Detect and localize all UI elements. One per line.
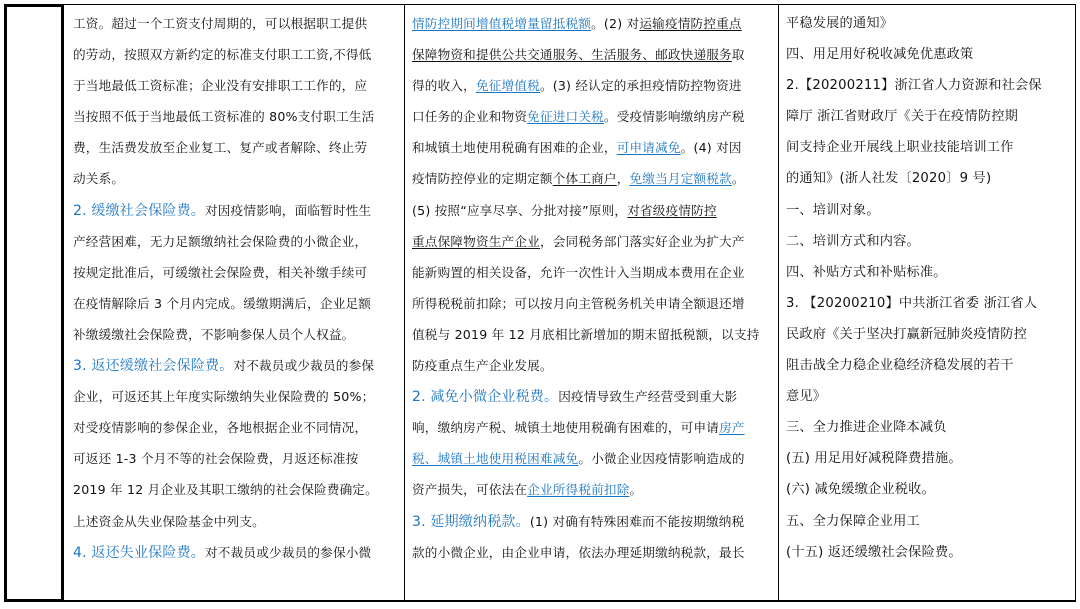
text-line [786,257,1076,288]
text-line [412,381,774,412]
underlined-text: 个体工商户 [552,171,617,187]
text-segment: 按规定批准后，可缓缴社会保险费，相关补缴手续可 [73,264,368,280]
text-segment: 得的收入， [412,78,476,94]
text-segment: 于当地最低工资标准；企业没有安排职工工作的，应 [73,78,368,94]
text-line [786,8,1076,39]
text-segment: 防疫重点生产企业发展。 [412,358,553,374]
text-segment: 因疫情导致生产经营受到重大影 [558,389,738,405]
text-segment: 障厅 浙江省财政厅《关于在疫情防控期 [786,109,1018,125]
text-segment: (1) 对确有特殊困难而不能按期缴纳税 [529,513,745,529]
text-segment: 口任务的企业和物资 [412,109,528,125]
text-line [786,39,1076,70]
highlighted-term: 免缴当月定额税款 [629,171,732,187]
text-segment: 可返还 1-3 个月不等的社会保险费，月返还标准按 [73,451,359,467]
column-divider-1 [404,4,405,601]
text-segment: 产经营困难，无力足额缴纳社会保险费的小微企业， [73,233,368,249]
text-segment: 的劳动，按照双方新约定的标准支付职工工资,不得低 [73,47,372,63]
text-line [73,195,401,226]
text-segment: 资产损失，可依法在 [412,482,528,498]
table-top-border [64,4,1076,5]
text-line [412,319,774,350]
section-heading: 2. 减免小微企业税费。 [412,389,559,406]
underlined-text: 运输疫情防控重点 [639,16,742,31]
text-line [786,537,1076,568]
text-line [412,474,774,505]
text-line [786,70,1076,101]
text-segment: 对受疫情影响的参保企业，各地根据企业不同情况， [73,420,368,436]
column-tax-policy-text [412,8,774,568]
text-segment: 。(2) 对 [591,16,640,31]
section-heading: 4. 返还失业保险费。 [73,544,206,561]
text-segment: 费，生活费发放至企业复工、复产或者解除、终止劳 [73,140,368,156]
table-bottom-border [64,600,1076,602]
text-line [73,163,401,194]
text-line [73,226,401,257]
column-social-insurance-text [73,8,401,568]
text-segment: 民政府《关于坚决打赢新冠肺炎疫情防控 [786,326,1027,342]
text-line [786,132,1076,163]
text-line [786,412,1076,443]
text-segment: 。 [629,482,643,498]
text-line [786,288,1076,319]
text-segment: (十五) 返还缓缴社会保险费。 [786,544,962,560]
text-line [73,288,401,319]
text-segment: 。(3) 经认定的承担疫情防控物资进 [539,78,742,94]
text-segment: 意见》 [786,389,827,405]
text-line [73,39,401,70]
text-segment: 当按照不低于当地最低工资标准的 80%支付职工生活 [73,109,375,125]
text-line [73,70,401,101]
text-line [412,163,774,194]
highlighted-term: 房产 [719,420,745,436]
text-line [786,163,1076,194]
text-segment: 工资。超过一个工资支付周期的，可以根据职工提供 [73,16,368,31]
text-line [412,537,774,568]
section-heading: 3. 返还缓缴社会保险费。 [73,358,234,375]
underlined-text: 对省级疫情防控 [627,202,717,218]
text-segment: 疫情防控停业的定期定额 [412,171,553,187]
text-segment: 2019 年 12 月企业及其职工缴纳的社会保险费确定。 [73,482,378,498]
text-segment: (六) 减免缓缴企业税收。 [786,482,935,498]
column-policy-references-text [786,8,1076,568]
blank-first-column-cell [4,4,64,602]
text-segment: 平稳发展的通知》 [786,16,894,31]
text-segment: 。 [731,171,745,187]
text-line [73,350,401,381]
text-segment: 2.【20200211】浙江省人力资源和社会保 [786,78,1042,94]
text-segment: 五、全力保障企业用工 [786,513,920,529]
underlined-text: 重点保障物资生产企业 [412,233,540,249]
text-line [786,195,1076,226]
text-line [73,257,401,288]
text-segment: ， [616,171,630,187]
text-segment: 间支持企业开展线上职业技能培训工作 [786,140,1014,156]
text-segment: 补缴缓缴社会保险费，不影响参保人员个人权益。 [73,326,355,342]
highlighted-term: 情防控期间增值税增量留抵税额 [412,16,592,31]
text-line [786,226,1076,257]
text-segment: 企业，可返还其上年度实际缴纳失业保险费的 50%； [73,389,375,405]
text-segment: 动关系。 [73,171,125,187]
text-line [786,506,1076,537]
text-segment: (五) 用足用好减税降费措施。 [786,451,962,467]
text-segment: 值税与 2019 年 12 月底相比新增加的期末留抵税额，以支持 [412,326,760,342]
underlined-text: 保障物资和提供公共交通服务、生活服务、邮政快递服务 [412,47,732,63]
text-line [412,101,774,132]
text-line [412,195,774,226]
highlighted-term: 企业所得税前扣除 [527,482,630,498]
text-segment: 对不裁员或少裁员的参保小微 [205,544,372,560]
text-line [412,226,774,257]
text-segment: 所得税税前扣除；可以按月向主管税务机关申请全额退还增 [412,295,745,311]
text-line [412,506,774,537]
highlighted-term: 可申请减免 [616,140,681,156]
text-segment: (5) 按照“应享尽享、分批对接”原则， [412,202,628,218]
text-segment: 能新购置的相关设备，允许一次性计入当期成本费用在企业 [412,264,745,280]
text-line [73,443,401,474]
text-segment: 。受疫情影响缴纳房产税 [603,109,745,125]
text-line [786,381,1076,412]
text-line [412,39,774,70]
text-line [73,506,401,537]
text-segment: 。(4) 对因 [680,140,742,156]
text-line [786,350,1076,381]
text-line [73,474,401,505]
text-line [73,381,401,412]
highlighted-term: 免征进口关税 [527,109,604,125]
text-segment: 上述资金从失业保险基金中列支。 [73,513,265,529]
text-line [786,474,1076,505]
highlighted-term: 免征增值税 [475,78,540,94]
text-segment: 阻击战全力稳企业稳经济稳发展的若干 [786,358,1014,374]
text-segment: 。小微企业因疫情影响造成的 [578,451,745,467]
text-segment: 的通知》(浙人社发〔2020〕9 号) [786,171,992,187]
text-line [73,537,401,568]
text-segment: 和城镇土地使用税确有困难的企业， [412,140,617,156]
text-segment: 四、补贴方式和补贴标准。 [786,264,947,280]
text-segment: 在疫情解除后 3 个月内完成。缓缴期满后，企业足额 [73,295,372,311]
text-segment: 取 [731,47,745,63]
text-line [412,8,774,39]
text-line [73,132,401,163]
text-line [786,443,1076,474]
text-line [73,101,401,132]
section-heading: 2. 缓缴社会保险费。 [73,202,206,219]
text-segment: 二、培训方式和内容。 [786,233,920,249]
text-line [73,8,401,39]
text-line [412,288,774,319]
text-line [412,257,774,288]
text-segment: 对因疫情影响，面临暂时性生 [205,202,372,218]
section-heading: 3. 延期缴纳税款。 [412,513,530,530]
text-line [412,70,774,101]
text-segment: 对不裁员或少裁员的参保 [233,358,375,374]
text-line [412,132,774,163]
text-line [412,350,774,381]
highlighted-term: 税、城镇土地使用税困难减免 [412,451,579,467]
text-line [73,412,401,443]
text-line [786,101,1076,132]
text-segment: 3. 【20200210】中共浙江省委 浙江省人 [786,295,1038,311]
text-segment: 一、培训对象。 [786,202,880,218]
text-segment: 四、用足用好税收减免优惠政策 [786,47,974,63]
text-segment: 响，缴纳房产税、城镇土地使用税确有困难的，可申请 [412,420,720,436]
text-line [73,319,401,350]
text-line [786,319,1076,350]
text-segment: 款的小微企业，由企业申请，依法办理延期缴纳税款，最长 [412,544,745,560]
text-line [412,412,774,443]
column-divider-2 [778,4,779,601]
text-segment: ，会同税务部门落实好企业为扩大产 [539,233,745,249]
text-line [412,443,774,474]
text-segment: 三、全力推进企业降本减负 [786,420,947,436]
